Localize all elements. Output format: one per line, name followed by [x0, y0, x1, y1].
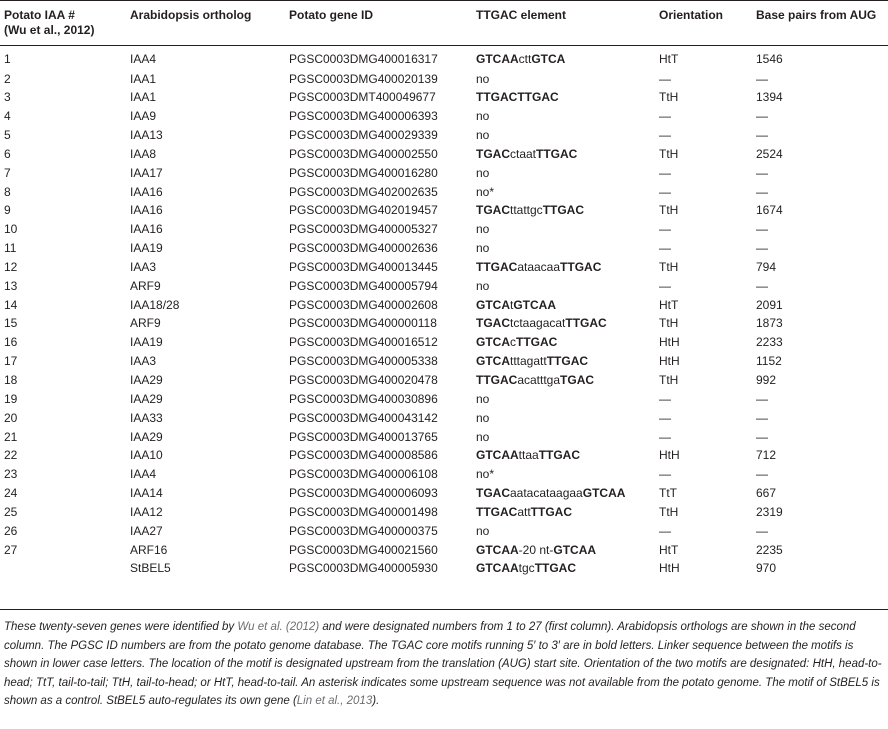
motif-core: TTGACTTGAC	[476, 90, 559, 105]
motif-linker: no	[476, 410, 490, 425]
table-row	[0, 296, 888, 315]
cell-base-pairs: 2319	[756, 504, 783, 519]
cell-potato-iaa: 19	[4, 391, 18, 406]
table-footnote	[0, 609, 888, 711]
motif-core: TTGAC	[546, 354, 589, 369]
cell-arabidopsis-ortholog: IAA27	[130, 523, 163, 538]
cell-arabidopsis-ortholog: IAA29	[130, 391, 163, 406]
cell-arabidopsis-ortholog: IAA3	[130, 259, 157, 274]
cell-potato-iaa: 24	[4, 486, 18, 501]
cell-base-pairs: —	[756, 222, 768, 237]
header-potato-iaa	[0, 1, 126, 46]
cell-base-pairs: —	[756, 128, 768, 143]
table-row	[0, 333, 888, 352]
motif-core: GTCAA	[476, 542, 519, 557]
cell-ttgac-element	[472, 352, 655, 371]
cell-orientation: —	[659, 222, 671, 237]
motif-core: GTCAA	[476, 448, 519, 463]
table-row	[0, 409, 888, 428]
motif-linker: tttagatt	[510, 354, 547, 369]
cell-potato-gene-id: PGSC0003DMG400016317	[289, 52, 438, 66]
cell-potato-gene-id: PGSC0003DMG400016512	[289, 335, 438, 350]
cell-potato-gene-id: PGSC0003DMG400006108	[289, 467, 438, 482]
motif-linker: acatttga	[517, 373, 561, 387]
cell-arabidopsis-ortholog: IAA1	[130, 71, 157, 86]
cell-base-pairs: 1394	[756, 90, 783, 105]
cell-ttgac-element	[472, 484, 655, 503]
cell-potato-gene-id: PGSC0003DMG400043142	[289, 410, 438, 425]
table-row	[0, 390, 888, 409]
cell-orientation: —	[659, 523, 671, 538]
motif-core: TTGAC	[530, 504, 572, 519]
cell-orientation: —	[659, 241, 671, 256]
motif-linker: c	[510, 335, 516, 350]
cell-potato-gene-id: PGSC0003DMT400049677	[289, 90, 436, 105]
table-row	[0, 277, 888, 296]
cell-arabidopsis-ortholog: IAA19	[130, 335, 163, 350]
cell-arabidopsis-ortholog: IAA14	[130, 486, 163, 501]
cell-potato-gene-id: PGSC0003DMG400005930	[289, 561, 438, 576]
cell-potato-gene-id: PGSC0003DMG400008586	[289, 448, 438, 463]
cell-potato-gene-id: PGSC0003DMG400020478	[289, 373, 438, 387]
cell-base-pairs: —	[756, 241, 768, 256]
cell-base-pairs: 794	[756, 259, 777, 274]
cell-ttgac-element	[472, 164, 655, 183]
cell-orientation: —	[659, 467, 671, 482]
table-row	[0, 239, 888, 258]
cell-potato-gene-id: PGSC0003DMG400029339	[289, 128, 438, 143]
cell-arabidopsis-ortholog: StBEL5	[130, 561, 171, 576]
cell-ttgac-element	[472, 559, 655, 583]
cell-potato-gene-id: PGSC0003DMG400006393	[289, 109, 438, 124]
cell-potato-iaa: 3	[4, 90, 11, 105]
cell-ttgac-element	[472, 201, 655, 220]
motif-linker: no	[476, 165, 490, 180]
cell-ttgac-element	[472, 522, 655, 541]
cell-potato-gene-id: PGSC0003DMG400002608	[289, 297, 438, 312]
cell-base-pairs: —	[756, 467, 768, 482]
citation-link-lin[interactable]: Lin et al., 2013	[296, 695, 373, 707]
cell-potato-iaa: 5	[4, 128, 11, 143]
footnote-part: ).	[372, 695, 380, 707]
cell-arabidopsis-ortholog: ARF9	[130, 316, 161, 331]
cell-arabidopsis-ortholog: IAA1	[130, 90, 157, 105]
motif-linker: -20 nt-	[518, 542, 554, 557]
cell-potato-gene-id: PGSC0003DMG400000118	[289, 316, 437, 331]
cell-orientation: HtT	[659, 542, 679, 557]
cell-potato-gene-id: PGSC0003DMG400001498	[289, 504, 438, 519]
cell-arabidopsis-ortholog: IAA33	[130, 410, 163, 425]
motif-core: GTCAA	[476, 52, 519, 66]
cell-base-pairs: 1546	[756, 52, 783, 66]
motif-core: GTCAA	[582, 486, 626, 501]
cell-potato-iaa: 13	[4, 278, 18, 293]
cell-orientation: —	[659, 278, 671, 293]
cell-arabidopsis-ortholog: IAA9	[130, 109, 157, 124]
cell-potato-iaa	[0, 559, 126, 583]
motif-core: GTCA	[531, 52, 566, 66]
motif-core: TTGAC	[534, 561, 577, 576]
motif-core: TGAC	[560, 373, 595, 387]
cell-potato-gene-id: PGSC0003DMG400002550	[289, 146, 438, 161]
motif-core: GTCA	[476, 354, 510, 369]
header-arabidopsis-ortholog: Arabidopsis ortholog	[130, 8, 252, 22]
motif-linker: no*	[476, 467, 495, 482]
cell-potato-iaa: 10	[4, 222, 18, 237]
cell-ttgac-element	[472, 371, 655, 390]
cell-ttgac-element	[472, 70, 655, 89]
cell-orientation: HtH	[659, 448, 680, 463]
cell-ttgac-element	[472, 46, 655, 70]
cell-orientation: TtT	[659, 486, 677, 501]
cell-potato-gene-id: PGSC0003DMG400002636	[289, 241, 438, 256]
motif-core: TGAC	[476, 146, 510, 161]
cell-base-pairs: —	[756, 165, 768, 180]
cell-base-pairs: 667	[756, 486, 777, 501]
cell-orientation: TtH	[659, 504, 679, 519]
cell-orientation: TtH	[659, 146, 679, 161]
motif-linker: ttattgc	[510, 203, 543, 218]
cell-potato-iaa: 26	[4, 523, 18, 538]
cell-orientation: TtH	[659, 203, 679, 218]
cell-potato-gene-id: PGSC0003DMG400013765	[289, 429, 438, 444]
cell-potato-iaa: 21	[4, 429, 18, 444]
cell-potato-gene-id: PGSC0003DMG400030896	[289, 391, 438, 406]
cell-ttgac-element	[472, 428, 655, 447]
header-potato-iaa-line2: (Wu et al., 2012)	[4, 23, 95, 37]
footnote-part: These twenty-seven genes were identified by	[4, 621, 238, 633]
cell-potato-gene-id: PGSC0003DMG400013445	[289, 259, 438, 274]
cell-arabidopsis-ortholog: IAA4	[130, 52, 157, 66]
header-orientation: Orientation	[659, 8, 724, 22]
table-row	[0, 446, 888, 465]
cell-base-pairs: 2235	[756, 542, 783, 557]
cell-potato-iaa: 20	[4, 410, 18, 425]
cell-ttgac-element	[472, 296, 655, 315]
cell-base-pairs: —	[756, 410, 768, 425]
cell-potato-iaa: 23	[4, 467, 18, 482]
table-row	[0, 183, 888, 202]
table-row	[0, 164, 888, 183]
cell-orientation: HtH	[659, 354, 680, 369]
cell-base-pairs: —	[756, 429, 768, 444]
cell-orientation: —	[659, 391, 671, 406]
motif-linker: no	[476, 71, 490, 86]
motif-linker: tctaagacat	[510, 316, 566, 331]
motif-core: TTGAC	[516, 335, 558, 350]
header-base-pairs: Base pairs from AUG	[756, 8, 877, 22]
cell-ttgac-element	[472, 314, 655, 333]
motif-linker: no	[476, 241, 490, 256]
table-row	[0, 428, 888, 447]
cell-ttgac-element	[472, 333, 655, 352]
cell-potato-iaa: 8	[4, 184, 11, 199]
cell-potato-iaa: 18	[4, 373, 18, 387]
cell-ttgac-element	[472, 446, 655, 465]
cell-arabidopsis-ortholog: IAA16	[130, 184, 163, 199]
motif-core: GTCAA	[513, 297, 557, 312]
cell-arabidopsis-ortholog: IAA13	[130, 128, 163, 143]
cell-ttgac-element	[472, 145, 655, 164]
motif-core: GTCAA	[553, 542, 597, 557]
table-row	[0, 46, 888, 70]
cell-ttgac-element	[472, 465, 655, 484]
cell-potato-iaa: 6	[4, 146, 11, 161]
cell-arabidopsis-ortholog: IAA8	[130, 146, 157, 161]
cell-base-pairs: 712	[756, 448, 777, 463]
motif-core: TGAC	[476, 486, 510, 501]
cell-base-pairs: 1674	[756, 203, 783, 218]
cell-potato-iaa: 11	[4, 241, 17, 256]
cell-arabidopsis-ortholog: IAA19	[130, 241, 163, 256]
cell-ttgac-element	[472, 220, 655, 239]
motif-core: TTGAC	[565, 316, 607, 331]
table-row	[0, 522, 888, 541]
motif-linker: no	[476, 278, 490, 293]
motif-linker: no	[476, 391, 490, 406]
motif-linker: no	[476, 222, 490, 237]
cell-orientation: —	[659, 184, 671, 199]
table-row	[0, 70, 888, 89]
motif-core: TTGAC	[560, 259, 602, 274]
cell-potato-iaa: 16	[4, 335, 18, 350]
motif-core: GTCAA	[476, 561, 519, 576]
motif-core: GTCA	[476, 297, 510, 312]
cell-arabidopsis-ortholog: IAA29	[130, 373, 163, 387]
cell-orientation: HtH	[659, 335, 680, 350]
cell-potato-gene-id: PGSC0003DMG400005327	[289, 222, 438, 237]
cell-orientation: HtT	[659, 52, 679, 66]
table-row	[0, 201, 888, 220]
cell-orientation: TtH	[659, 316, 679, 331]
cell-ttgac-element	[472, 258, 655, 277]
cell-potato-iaa: 12	[4, 259, 18, 274]
cell-base-pairs: 992	[756, 373, 777, 387]
cell-ttgac-element	[472, 88, 655, 107]
cell-potato-gene-id: PGSC0003DMG400000375	[289, 523, 438, 538]
cell-arabidopsis-ortholog: IAA17	[130, 165, 163, 180]
table-row	[0, 126, 888, 145]
table-row	[0, 258, 888, 277]
header-ttgac-element: TTGAC element	[476, 8, 567, 22]
cell-arabidopsis-ortholog: IAA3	[130, 354, 157, 369]
motif-core: TTGAC	[476, 504, 518, 519]
cell-orientation: —	[659, 128, 671, 143]
footnote-text	[4, 618, 884, 711]
cell-potato-iaa: 2	[4, 71, 11, 86]
cell-orientation: HtH	[659, 561, 680, 576]
cell-orientation: HtT	[659, 297, 679, 312]
cell-base-pairs: 2233	[756, 335, 783, 350]
table-row	[0, 352, 888, 371]
cell-orientation: —	[659, 165, 671, 180]
cell-orientation: TtH	[659, 259, 679, 274]
cell-arabidopsis-ortholog: IAA18/28	[130, 297, 180, 312]
table-row	[0, 220, 888, 239]
motif-linker: no	[476, 128, 490, 143]
cell-base-pairs: —	[756, 523, 768, 538]
motif-core: TTGAC	[476, 373, 518, 387]
motif-core: TTGAC	[542, 203, 585, 218]
motif-linker: no*	[476, 184, 495, 199]
cell-arabidopsis-ortholog: IAA4	[130, 467, 157, 482]
motif-linker: att	[517, 504, 531, 519]
motif-linker: ttaa	[518, 448, 539, 463]
cell-ttgac-element	[472, 409, 655, 428]
header-potato-gene-id: Potato gene ID	[289, 8, 374, 22]
table-row	[0, 503, 888, 522]
cell-ttgac-element	[472, 183, 655, 202]
cell-base-pairs: —	[756, 184, 768, 199]
cell-arabidopsis-ortholog: IAA16	[130, 222, 163, 237]
motif-linker: no	[476, 109, 490, 124]
motif-core: TTGAC	[476, 259, 518, 274]
cell-arabidopsis-ortholog: IAA12	[130, 504, 163, 519]
motif-linker: ctt	[518, 52, 532, 66]
table-row	[0, 559, 888, 583]
motif-linker: ataacaa	[517, 259, 561, 274]
cell-ttgac-element	[472, 277, 655, 296]
cell-potato-iaa: 27	[4, 542, 18, 557]
cell-base-pairs: 2524	[756, 146, 783, 161]
cell-orientation: —	[659, 429, 671, 444]
cell-ttgac-element	[472, 126, 655, 145]
cell-base-pairs: —	[756, 71, 768, 86]
cell-potato-iaa: 7	[4, 165, 11, 180]
cell-potato-iaa: 17	[4, 354, 18, 369]
motif-core: TTGAC	[536, 146, 578, 161]
cell-potato-iaa: 1	[4, 52, 11, 66]
cell-potato-gene-id: PGSC0003DMG400005338	[289, 354, 438, 369]
cell-potato-gene-id: PGSC0003DMG402019457	[289, 203, 438, 218]
cell-potato-iaa: 15	[4, 316, 18, 331]
motif-core: TTGAC	[538, 448, 581, 463]
cell-base-pairs: 1152	[756, 354, 782, 369]
cell-orientation: —	[659, 410, 671, 425]
cell-potato-gene-id: PGSC0003DMG400021560	[289, 542, 438, 557]
motif-linker: ctaat	[510, 146, 537, 161]
table-row	[0, 371, 888, 390]
motif-linker: t	[510, 297, 514, 312]
table-row	[0, 314, 888, 333]
cell-potato-iaa: 25	[4, 504, 18, 519]
cell-orientation: TtH	[659, 90, 679, 105]
cell-ttgac-element	[472, 390, 655, 409]
footnote-part: and were designated numbers from 1 to 27 (first column). Arabidopsis orthologs are shown in the second column. The PGSC ID numbers are from the potato genome database. The TGAC core motifs running 5′ to 3′ are in bold letters. Linker sequence between the motifs is shown in lower case letters. The location of the motif is designated upstream from the translation (AUG) start site. Orientation of the two motifs are designated: HtH, head-to-head; TtT, tail-to-tail; TtH, tail-to-head; or HtT, head-to-tail. An asterisk indicates some upstream sequence was not available from the potato genome. The motif of StBEL5 is shown as a control. StBEL5 auto-regulates its own gene (	[4, 621, 882, 707]
cell-potato-iaa: 14	[4, 297, 18, 312]
cell-base-pairs: —	[756, 278, 768, 293]
cell-potato-gene-id: PGSC0003DMG400006093	[289, 486, 438, 501]
cell-potato-gene-id: PGSC0003DMG400020139	[289, 71, 438, 86]
header-potato-iaa-line1: Potato IAA #	[4, 8, 75, 22]
cell-orientation: —	[659, 71, 671, 86]
cell-potato-gene-id: PGSC0003DMG400005794	[289, 278, 438, 293]
cell-arabidopsis-ortholog: ARF16	[130, 542, 168, 557]
table-row	[0, 145, 888, 164]
motif-linker: tgc	[518, 561, 535, 576]
table-row	[0, 107, 888, 126]
table-header-row	[0, 1, 888, 46]
cell-orientation: TtH	[659, 373, 679, 387]
motif-core: GTCA	[476, 335, 510, 350]
cell-arabidopsis-ortholog: IAA29	[130, 429, 163, 444]
cell-arabidopsis-ortholog: IAA16	[130, 203, 163, 218]
cell-base-pairs: 1873	[756, 316, 783, 331]
motif-core: TGAC	[476, 316, 510, 331]
cell-potato-iaa: 22	[4, 448, 18, 463]
cell-ttgac-element	[472, 107, 655, 126]
cell-base-pairs: 970	[756, 561, 777, 576]
cell-arabidopsis-ortholog: ARF9	[130, 278, 161, 293]
cell-potato-iaa: 9	[4, 203, 11, 218]
cell-arabidopsis-ortholog: IAA10	[130, 448, 163, 463]
cell-potato-gene-id: PGSC0003DMG400016280	[289, 165, 438, 180]
cell-orientation: —	[659, 109, 671, 124]
table-row	[0, 465, 888, 484]
motif-linker: no	[476, 523, 490, 538]
cell-base-pairs: —	[756, 109, 768, 124]
motif-linker: no	[476, 429, 490, 444]
table-row	[0, 484, 888, 503]
cell-potato-gene-id: PGSC0003DMG402002635	[289, 184, 438, 199]
motif-linker: aatacataagaa	[510, 486, 583, 501]
table-row	[0, 88, 888, 107]
cell-base-pairs: —	[756, 391, 768, 406]
citation-link-wu[interactable]: Wu et al. (2012)	[237, 621, 320, 633]
cell-ttgac-element	[472, 503, 655, 522]
cell-potato-iaa: 4	[4, 109, 11, 124]
cell-ttgac-element	[472, 541, 655, 560]
motif-core: TGAC	[476, 203, 510, 218]
cell-ttgac-element	[472, 239, 655, 258]
cell-base-pairs: 2091	[756, 297, 783, 312]
table-row	[0, 541, 888, 560]
